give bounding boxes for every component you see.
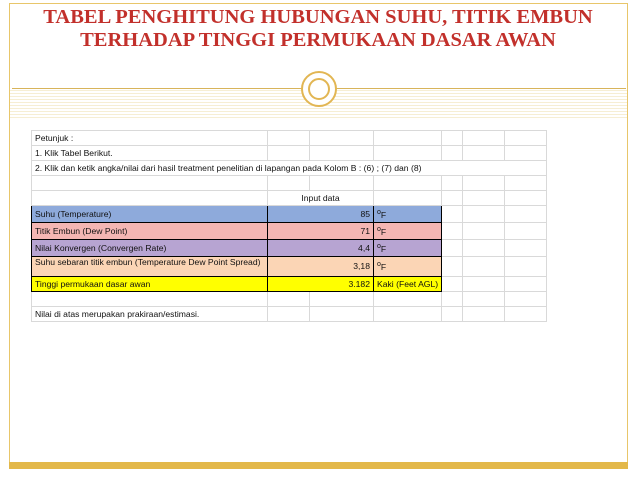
- cell[interactable]: [442, 256, 463, 276]
- cell[interactable]: [505, 276, 547, 291]
- cell[interactable]: [268, 291, 310, 306]
- cell[interactable]: [442, 131, 463, 146]
- temperature-label: Suhu (Temperature): [32, 206, 268, 223]
- estimate-note: Nilai di atas merupakan prakiraan/estimasi.: [32, 306, 268, 321]
- cell[interactable]: [310, 176, 374, 191]
- cell[interactable]: [374, 131, 442, 146]
- cell[interactable]: [463, 131, 505, 146]
- cell[interactable]: [442, 291, 463, 306]
- sheet-row: [32, 191, 547, 206]
- cell[interactable]: [463, 306, 505, 321]
- cell[interactable]: [374, 291, 442, 306]
- degree-symbol: o: [377, 261, 381, 269]
- cell[interactable]: [505, 239, 547, 256]
- cloud-base-height-value: 3.182: [268, 276, 374, 291]
- cell[interactable]: [442, 239, 463, 256]
- input-row-spread: [32, 256, 547, 276]
- cell[interactable]: [268, 131, 310, 146]
- instruction-step-2: 2. Klik dan ketik angka/nilai dari hasil treatment penelitian di lapangan pada Kolom B : (6) ; (7) dan (8): [32, 161, 547, 176]
- sheet-row: [32, 291, 547, 306]
- cell[interactable]: [463, 206, 505, 223]
- instructions-heading: Petunjuk :: [32, 131, 268, 146]
- cell[interactable]: [463, 146, 505, 161]
- sheet-row: [32, 131, 547, 146]
- temperature-value-input[interactable]: 85: [268, 206, 374, 223]
- cell[interactable]: [505, 191, 547, 206]
- cell[interactable]: [442, 176, 463, 191]
- circle-ornament-inner: [308, 78, 330, 100]
- cell[interactable]: [463, 222, 505, 239]
- unit-text: F: [380, 243, 387, 254]
- circle-ornament-icon: [301, 71, 337, 107]
- title-line-2: TERHADAP TINGGI PERMUKAAN DASAR AWAN: [80, 29, 556, 51]
- sheet-row: [32, 306, 547, 321]
- cell[interactable]: [463, 191, 505, 206]
- cell[interactable]: [442, 276, 463, 291]
- cell[interactable]: [463, 239, 505, 256]
- cell[interactable]: [310, 291, 374, 306]
- spread-unit: [374, 256, 442, 276]
- cell[interactable]: [32, 191, 268, 206]
- cell[interactable]: [505, 256, 547, 276]
- cell[interactable]: [505, 131, 547, 146]
- cell[interactable]: [505, 291, 547, 306]
- cell[interactable]: [374, 191, 442, 206]
- cell[interactable]: [505, 176, 547, 191]
- dew-point-unit: [374, 222, 442, 239]
- cell[interactable]: [463, 276, 505, 291]
- cell[interactable]: [268, 146, 310, 161]
- degree-symbol: o: [377, 209, 381, 216]
- cell[interactable]: [442, 206, 463, 223]
- cell[interactable]: [32, 176, 268, 191]
- cell[interactable]: [310, 146, 374, 161]
- instruction-step-1: 1. Klik Tabel Berikut.: [32, 146, 268, 161]
- cloud-base-height-label: Tinggi permukaan dasar awan: [32, 276, 268, 291]
- cell[interactable]: [505, 206, 547, 223]
- cell[interactable]: [442, 222, 463, 239]
- cell[interactable]: [374, 176, 442, 191]
- convergen-rate-unit: [374, 239, 442, 256]
- convergen-rate-label: Nilai Konvergen (Convergen Rate): [32, 239, 268, 256]
- cell[interactable]: [463, 176, 505, 191]
- dew-point-label: Titik Embun (Dew Point): [32, 222, 268, 239]
- spreadsheet: [31, 130, 547, 322]
- cell[interactable]: [442, 191, 463, 206]
- input-row-temperature: [32, 206, 547, 223]
- sheet-row: [32, 176, 547, 191]
- title-line-1: TABEL PENGHITUNG HUBUNGAN SUHU, TITIK EMBUN: [43, 6, 593, 28]
- cell[interactable]: [505, 306, 547, 321]
- sheet-row: [32, 146, 547, 161]
- cell[interactable]: [310, 306, 374, 321]
- degree-symbol: o: [377, 225, 381, 233]
- cell[interactable]: [268, 176, 310, 191]
- spreadsheet-table: [31, 130, 547, 322]
- cell[interactable]: [505, 222, 547, 239]
- spread-value: 3,18: [268, 256, 374, 276]
- cell[interactable]: [442, 306, 463, 321]
- temperature-unit: [374, 206, 442, 223]
- cell[interactable]: [310, 131, 374, 146]
- result-row: [32, 276, 547, 291]
- cell[interactable]: [32, 291, 268, 306]
- cell[interactable]: [374, 146, 442, 161]
- input-row-convergen: [32, 239, 547, 256]
- page-title: [18, 6, 618, 52]
- input-row-dew-point: [32, 222, 547, 239]
- cell[interactable]: [505, 146, 547, 161]
- cell[interactable]: [463, 256, 505, 276]
- unit-text: F: [380, 262, 387, 272]
- cell[interactable]: [374, 306, 442, 321]
- unit-text: F: [380, 226, 387, 237]
- convergen-rate-value-input[interactable]: 4,4: [268, 239, 374, 256]
- degree-symbol: o: [377, 242, 381, 250]
- cell[interactable]: [268, 306, 310, 321]
- cell[interactable]: [442, 146, 463, 161]
- slide-bottom-bar: [9, 462, 628, 469]
- unit-text: F: [380, 209, 387, 220]
- input-data-header: Input data: [268, 191, 374, 206]
- dew-point-value-input[interactable]: 71: [268, 222, 374, 239]
- cloud-base-height-unit: Kaki (Feet AGL): [374, 276, 442, 291]
- spread-label: Suhu sebaran titik embun (Temperature Dew Point Spread): [32, 256, 268, 276]
- cell[interactable]: [463, 291, 505, 306]
- sheet-row: [32, 161, 547, 176]
